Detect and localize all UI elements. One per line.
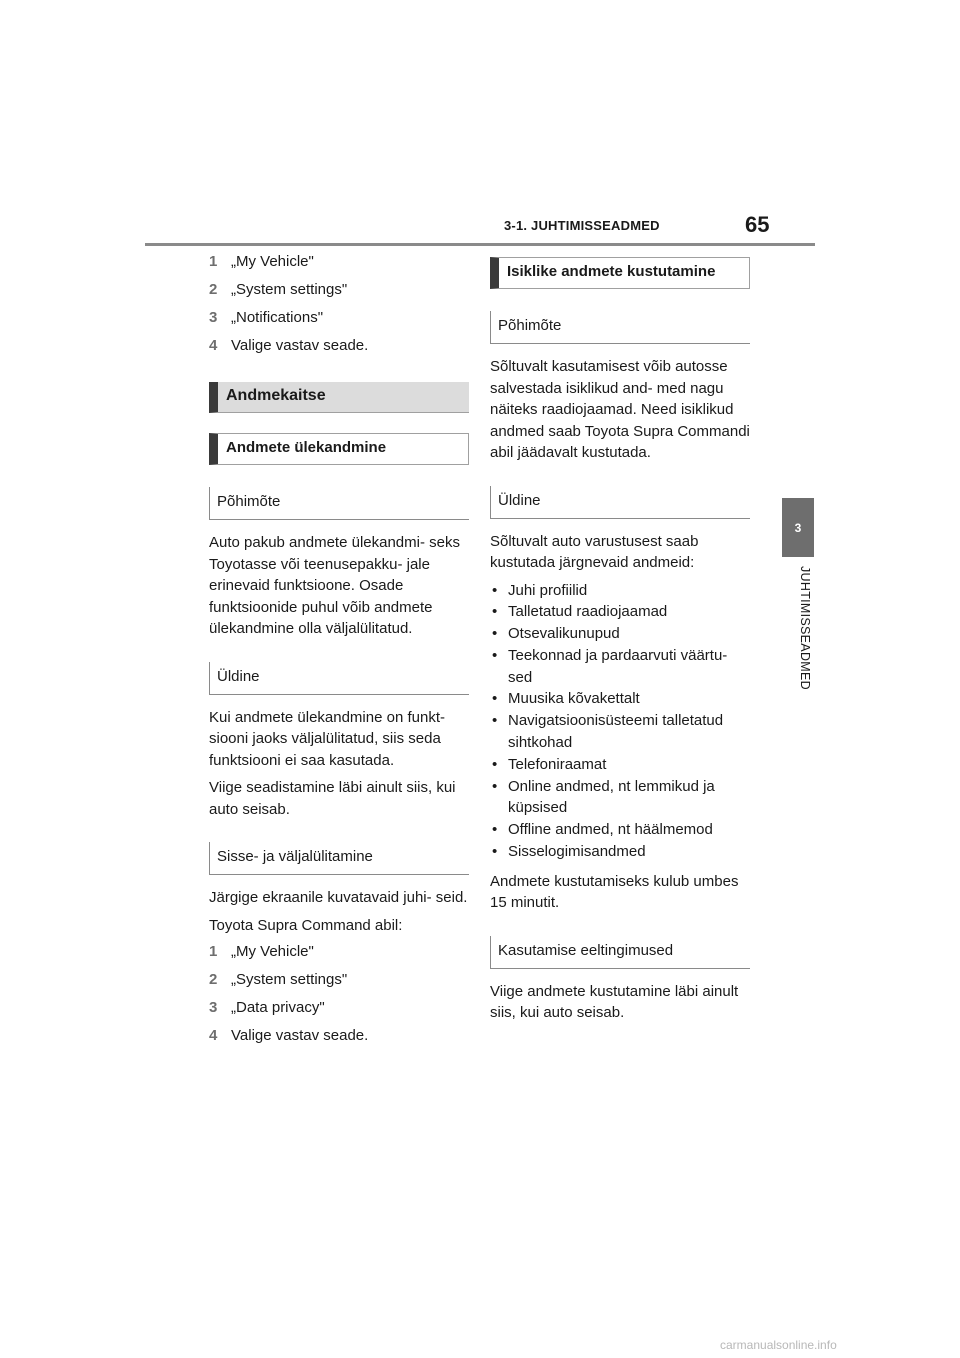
step-text: Valige vastav seade. xyxy=(231,1027,369,1044)
general-heading: Üldine xyxy=(209,662,469,695)
step-number: 2 xyxy=(209,281,218,298)
watermark-text: carmanualsonline.info xyxy=(720,1338,837,1352)
step-number: 4 xyxy=(209,337,218,354)
switch-paragraph: Järgige ekraanile kuvatavaid juhi- seid. xyxy=(209,889,468,906)
step-number: 3 xyxy=(209,999,218,1016)
step-text: „My Vehicle" xyxy=(231,253,314,270)
switch-heading: Sisse- ja väljalülitamine xyxy=(209,842,469,875)
principle-heading: Põhimõte xyxy=(490,311,750,344)
steps-list-bottom xyxy=(209,942,469,1045)
list-item: • Talletatud raadiojaamad xyxy=(490,601,750,623)
left-column xyxy=(209,252,469,1054)
step-text: „System settings" xyxy=(231,281,348,298)
list-item: • Juhi profiilid xyxy=(490,580,750,602)
list-item: • Teekonnad ja pardaarvuti väärtu- sed xyxy=(490,645,750,689)
principle-paragraph: Sõltuvalt kasutamisest võib autosse salvestada isiklikud and- med nagu näiteks raadiojaamad. Need isiklikud andmed saab Toyota Supra Commandi abil jäädavalt kustutada. xyxy=(490,358,750,461)
subsection-title-delete-personal-data: Isiklike andmete kustutamine xyxy=(490,257,750,289)
section-title-data-privacy: Andmekaitse xyxy=(209,382,469,413)
subsection-title-data-transfer: Andmete ülekandmine xyxy=(209,433,469,465)
step-text: „System settings" xyxy=(231,971,348,988)
list-item: • Otsevalikunupud xyxy=(490,623,750,645)
step-item xyxy=(209,970,469,989)
step-text: „Notifications" xyxy=(231,309,324,326)
list-item: • Muusika kõvakettalt xyxy=(490,688,750,710)
steps-list-top xyxy=(209,252,469,355)
step-text: „Data privacy" xyxy=(231,999,325,1016)
step-text: „My Vehicle" xyxy=(231,943,314,960)
chapter-tab: 3 xyxy=(782,498,814,557)
step-number: 2 xyxy=(209,971,218,988)
step-text: Valige vastav seade. xyxy=(231,337,369,354)
step-number: 1 xyxy=(209,943,218,960)
general-paragraph: Sõltuvalt auto varustusest saab kustutada järgnevaid andmeid: xyxy=(490,532,699,571)
list-item: • Navigatsioonisüsteemi talletatud sihtkohad xyxy=(490,710,750,754)
step-item xyxy=(209,280,469,299)
step-item xyxy=(209,1026,469,1045)
right-column xyxy=(490,257,750,1030)
conditions-heading: Kasutamise eeltingimused xyxy=(490,936,750,969)
chapter-title: 3-1. JUHTIMISSEADMED xyxy=(504,218,660,233)
step-item xyxy=(209,252,469,271)
chapter-tab-label: JUHTIMISSEADMED xyxy=(798,566,812,690)
general-paragraph: Kui andmete ülekandmine on funkt- siooni jaoks väljalülitatud, siis seda funktsiooni ei saa kasutada. xyxy=(209,708,445,769)
principle-paragraph: Auto pakub andmete ülekandmi- seks Toyotasse või teenusepakku- jale erinevaid funktsioone. Osade funktsioonide puhul võib andmete ülekandmine olla väljalülitatud. xyxy=(209,534,460,637)
step-item xyxy=(209,942,469,961)
general-heading: Üldine xyxy=(490,486,750,519)
header-divider xyxy=(145,243,815,246)
step-item xyxy=(209,998,469,1017)
list-item: • Telefoniraamat xyxy=(490,754,750,776)
step-item xyxy=(209,308,469,327)
duration-paragraph: Andmete kustutamiseks kulub umbes 15 minutit. xyxy=(490,872,739,912)
page-number: 65 xyxy=(745,212,770,237)
list-item: • Sisselogimisandmed xyxy=(490,841,750,863)
list-item: • Online andmed, nt lemmikud ja küpsised xyxy=(490,776,750,820)
step-number: 4 xyxy=(209,1027,218,1044)
deletable-data-list xyxy=(490,580,750,863)
step-number: 1 xyxy=(209,253,218,270)
list-item: • Offline andmed, nt häälmemod xyxy=(490,819,750,841)
switch-paragraph: Toyota Supra Command abil: xyxy=(209,916,403,934)
step-item xyxy=(209,336,469,355)
conditions-paragraph: Viige andmete kustutamine läbi ainult siis, kui auto seisab. xyxy=(490,982,739,1022)
principle-heading: Põhimõte xyxy=(209,487,469,520)
step-number: 3 xyxy=(209,309,218,326)
general-paragraph: Viige seadistamine läbi ainult siis, kui auto seisab. xyxy=(209,779,456,818)
